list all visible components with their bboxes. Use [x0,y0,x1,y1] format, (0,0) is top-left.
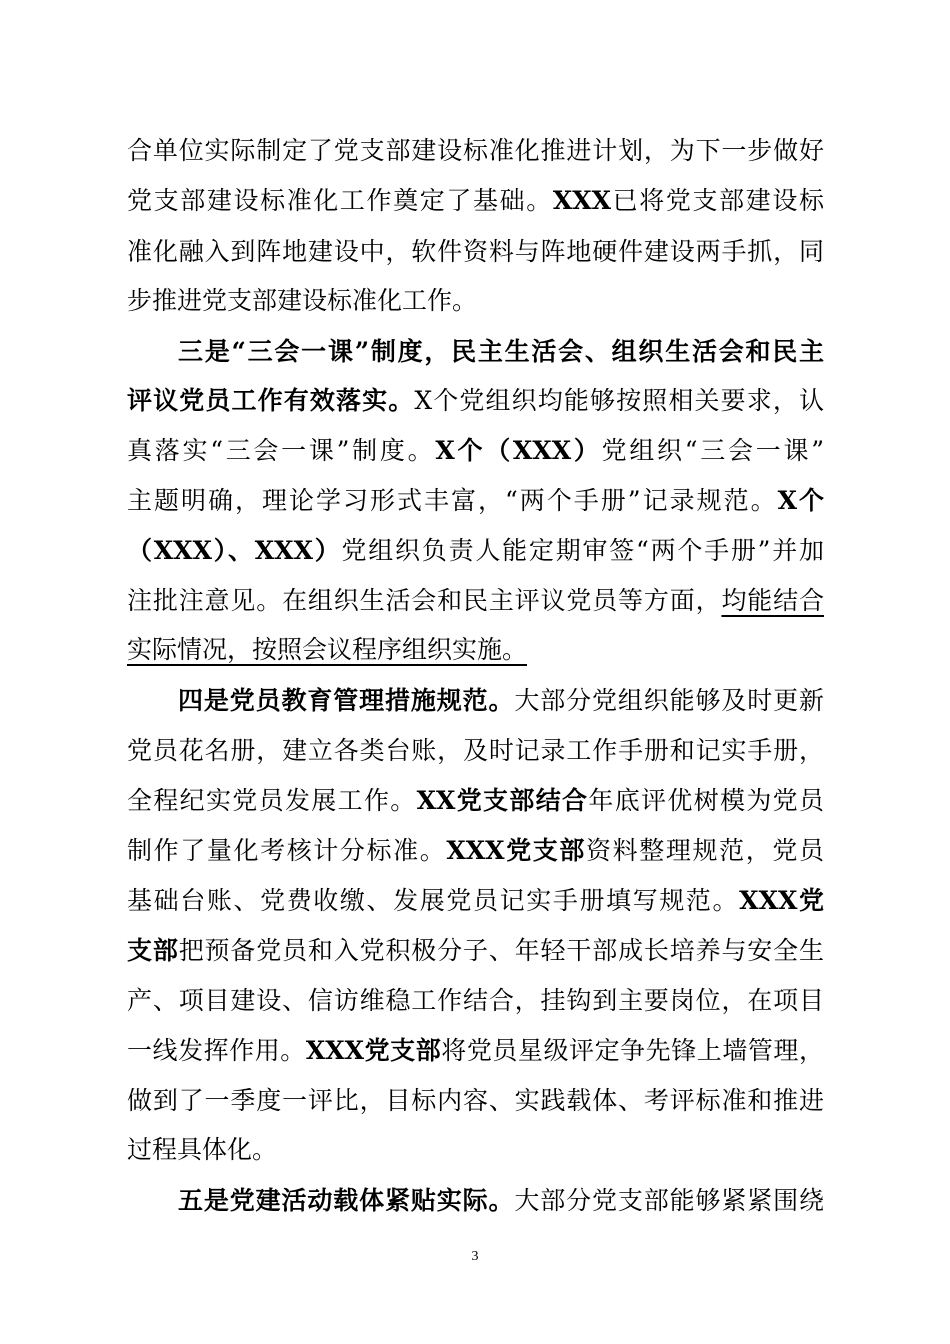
text-line-15 [127,836,824,866]
line-7-bold: X个（XXX） [435,436,602,465]
line-9-bold: （XXX）、XXX） [127,536,342,565]
line-4-text: 步推进党支部建设标准化工作。 [127,286,478,315]
line-9-text: 党组织负责人能定期审签“两个手册”并加 [341,536,824,565]
text-line-4 [127,286,824,316]
line-13-text: 党员花名册，建立各类台账，及时记录工作手册和记实手册， [127,736,824,765]
line-19-text-a: 一线发挥作用。 [127,1036,306,1065]
line-17-bold: 支部 [127,936,179,965]
line-10-underlined: 均能结合 [721,586,824,615]
heading-five-line [178,1186,824,1216]
text-line-20 [127,1086,824,1116]
heading-four-line [178,686,824,716]
heading-three-continued: 评议党员工作有效落实。 [127,386,415,415]
heading-four-text: 四是党员教育管理措施规范。 [178,686,515,715]
line-8-text: 主题明确，理论学习形式丰富，“两个手册”记录规范。 [127,486,778,515]
text-line-13 [127,736,824,766]
line-1-text: 合单位实际制定了党支部建设标准化推进计划，为下一步做好 [127,136,824,165]
text-line-6 [127,386,824,416]
line-15-text-b: 资料整理规范，党员 [586,836,824,865]
line-19-bold: XXX党支部 [305,1036,442,1065]
heading-three [178,337,824,367]
line-20-text: 做到了一季度一评比，目标内容、实践载体、考评标准和推进 [127,1086,824,1115]
text-line-8 [127,486,824,516]
text-line-3 [127,237,824,267]
line-16-bold: XXX党 [739,886,824,915]
line-2-text-a: 党支部建设标准化工作奠定了基础。 [127,186,553,215]
text-line-1 [127,136,824,166]
line-17-text: 把预备党员和入党积极分子、年轻干部成长培养与安全生 [178,936,824,965]
line-15-bold: XXX党支部 [446,836,587,865]
line-14-text-b: 年底评优树模为党员 [588,786,824,815]
line-10-text: 注批注意见。在组织生活会和民主评议党员等方面， [127,586,722,615]
text-line-17 [127,936,824,966]
line-11-underlined: 实际情况，按照会议程序组织实施。 [127,635,528,664]
line-14-text-a: 全程纪实党员发展工作。 [127,786,417,815]
line-19-text-b: 将党员星级评定争先锋上墙管理， [441,1036,824,1065]
line-22-text: 大部分党支部能够紧紧围绕 [514,1186,824,1215]
line-7-text-a: 真落实“三会一课”制度。 [127,436,436,465]
text-line-9 [127,536,824,566]
text-line-2 [127,186,824,216]
page-number: 3 [471,1249,479,1264]
line-21-text: 过程具体化。 [127,1135,278,1164]
line-18-text: 产、项目建设、信访维稳工作结合，挂钩到主要岗位，在项目 [127,986,824,1015]
line-12-text: 大部分党组织能够及时更新 [514,686,824,715]
line-3-text: 准化融入到阵地建设中，软件资料与阵地硬件建设两手抓，同 [127,237,824,266]
text-line-11 [127,635,824,665]
line-16-text: 基础台账、党费收缴、发展党员记实手册填写规范。 [127,886,740,915]
text-line-14 [127,786,824,816]
heading-three-text: 三是“三会一课”制度，民主生活会、组织生活会和民主 [178,337,824,366]
text-line-21 [127,1135,824,1165]
line-2-bold-xxx: XXX [552,186,612,215]
line-7-text-b: 党组织“三会一课” [601,436,825,465]
line-8-bold: X个 [777,486,824,515]
line-6-text: X个党组织均能够按照相关要求，认 [414,386,824,415]
text-line-16 [127,886,824,916]
heading-five-text: 五是党建活动载体紧贴实际。 [178,1186,515,1215]
line-15-text-a: 制作了量化考核计分标准。 [127,836,447,865]
text-line-19 [127,1036,824,1066]
text-line-7 [127,436,824,466]
line-2-text-b: 已将党支部建设标 [611,186,824,215]
text-line-18 [127,986,824,1016]
line-14-bold: XX党支部结合 [416,786,589,815]
text-line-10 [127,586,824,616]
